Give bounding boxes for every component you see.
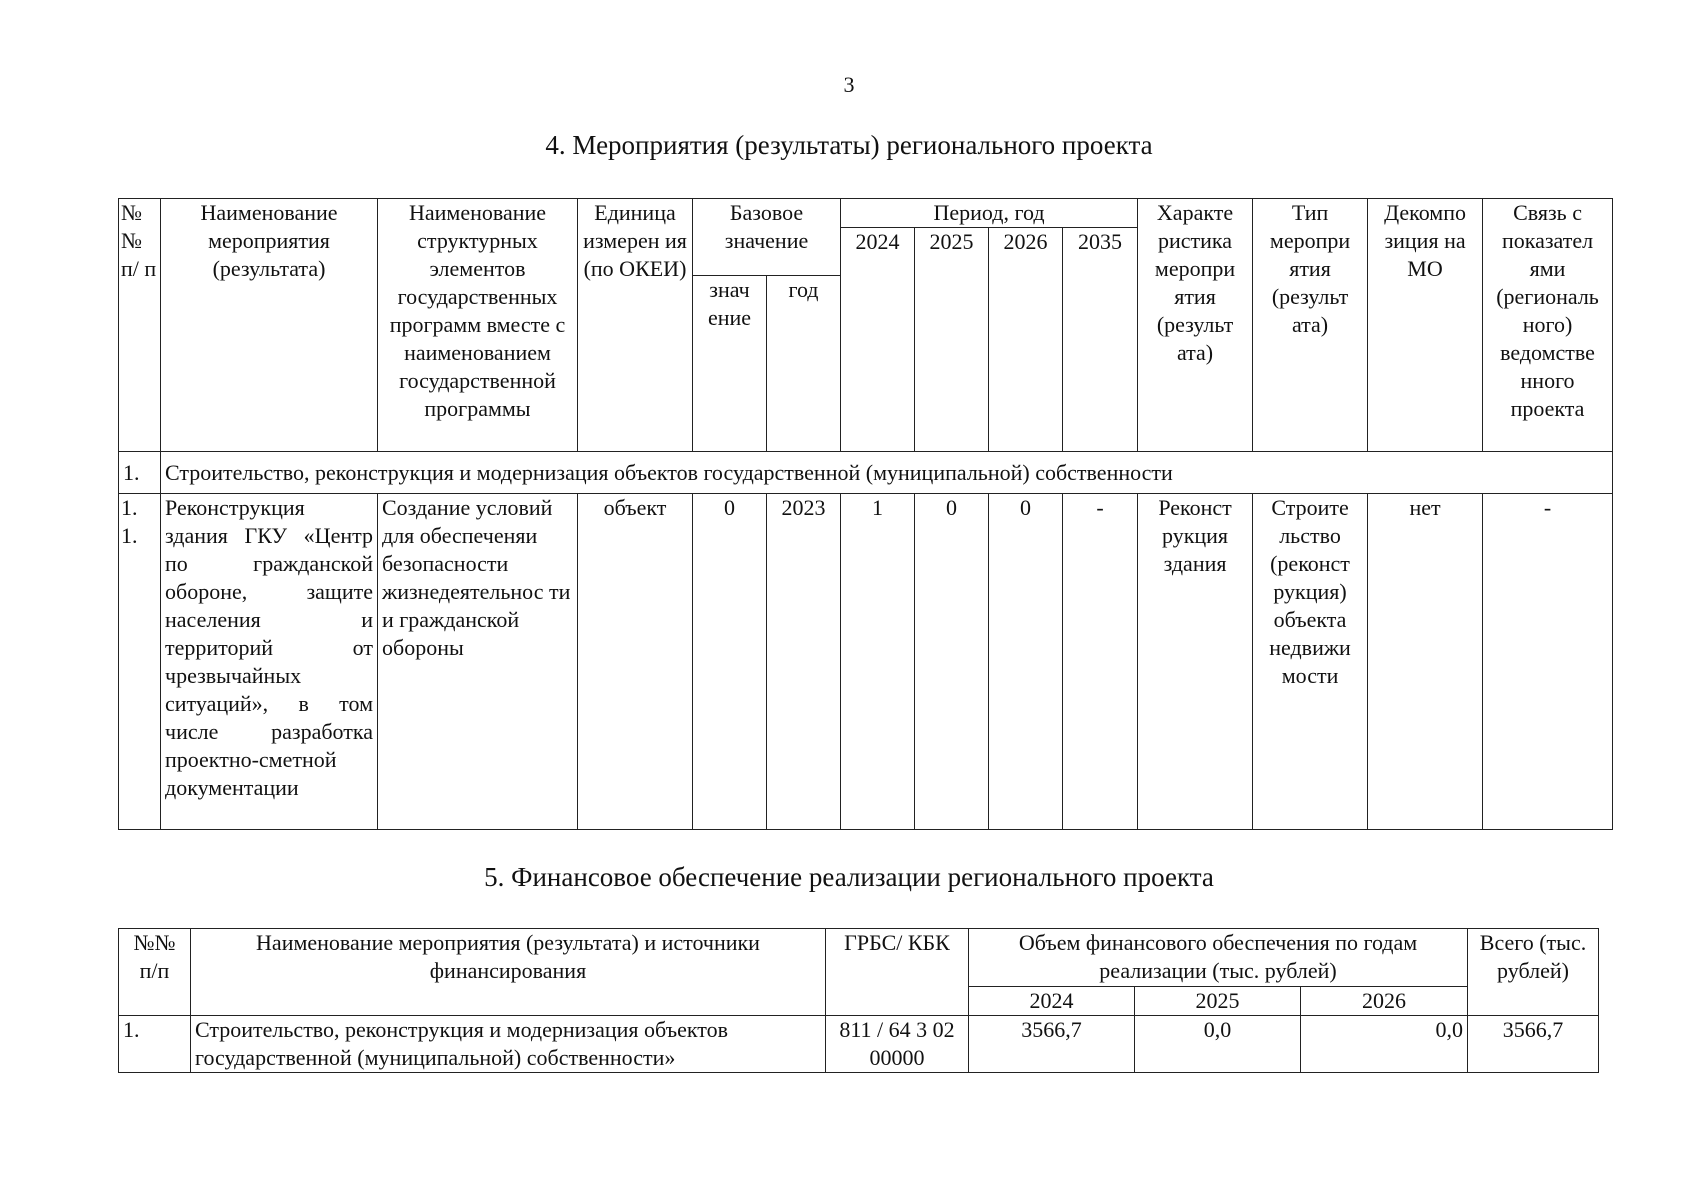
fin-row-2026: 0,0 [1301, 1016, 1468, 1073]
item-row-name: Реконструкция здания ГКУ «Центр по гражданской обороне, защите населения и территорий от чрезвычайных ситуаций», в том числе разработка проектно-сметной документации [161, 494, 378, 830]
header-num: № № п/ п [119, 199, 161, 452]
group-row-title: Строительство, реконструкция и модернизация объектов государственной (муниципальной) собственности [161, 452, 1613, 494]
header-structural-elements: Наименование структурных элементов государственных программ вместе с наименованием государственной программы [378, 199, 578, 452]
header-base-value: Базовое значение [693, 199, 841, 276]
item-row-base-year: 2023 [767, 494, 841, 830]
item-row-type: Строите льство (реконст рукция) объекта недвижи мости [1253, 494, 1368, 830]
group-row-num: 1. [119, 452, 161, 494]
fin-header-volume: Объем финансового обеспечения по годам реализации (тыс. рублей) [969, 929, 1468, 987]
fin-row-2025: 0,0 [1135, 1016, 1301, 1073]
header-year-2035: 2035 [1063, 228, 1138, 452]
fin-header-year-2024: 2024 [969, 987, 1135, 1016]
fin-row-name: Строительство, реконструкция и модернизация объектов государственной (муниципальной) собственности» [191, 1016, 826, 1073]
financing-table [118, 928, 1599, 1073]
header-period: Период, год [841, 199, 1138, 228]
page-number: 3 [843, 72, 855, 97]
fin-header-grbs: ГРБС/ КБК [826, 929, 969, 1016]
header-base-value-value: знач ение [693, 276, 767, 452]
header-activity-name: Наименование мероприятия (результата) [161, 199, 378, 452]
fin-header-num: №№ п/п [119, 929, 191, 1016]
item-row-2025: 0 [915, 494, 989, 830]
fin-header-total: Всего (тыс. рублей) [1468, 929, 1599, 1016]
item-row-2026: 0 [989, 494, 1063, 830]
item-row-link: - [1483, 494, 1613, 830]
header-base-value-year: год [767, 276, 841, 452]
header-characteristic: Характе ристика меропри ятия (результ ата) [1138, 199, 1253, 452]
fin-row-2024: 3566,7 [969, 1016, 1135, 1073]
fin-header-year-2026: 2026 [1301, 987, 1468, 1016]
fin-row-grbs: 811 / 64 3 02 00000 [826, 1016, 969, 1073]
header-year-2025: 2025 [915, 228, 989, 452]
section-4-title: 4. Мероприятия (результаты) регионального проекта [545, 130, 1153, 160]
header-activity-type: Тип меропри ятия (результ ата) [1253, 199, 1368, 452]
item-row-decomposition: нет [1368, 494, 1483, 830]
header-decomposition: Декомпо зиция на МО [1368, 199, 1483, 452]
header-year-2026: 2026 [989, 228, 1063, 452]
item-row-structural-element: Создание условий для обеспеченяи безопасности жизнедеятельнос ти и гражданской обороны [378, 494, 578, 830]
item-row-2035: - [1063, 494, 1138, 830]
header-year-2024: 2024 [841, 228, 915, 452]
section-5-title: 5. Финансовое обеспечение реализации регионального проекта [484, 862, 1214, 892]
activities-table [118, 198, 1613, 830]
fin-header-name: Наименование мероприятия (результата) и источники финансирования [191, 929, 826, 1016]
item-row-2024: 1 [841, 494, 915, 830]
item-row-unit: объект [578, 494, 693, 830]
fin-row-total: 3566,7 [1468, 1016, 1599, 1073]
header-unit: Единица измерен ия (по ОКЕИ) [578, 199, 693, 452]
header-link: Связь с показател ями (региональ ного) ведомстве нного проекта [1483, 199, 1613, 452]
item-row-num: 1. 1. [119, 494, 161, 830]
item-row-base-value: 0 [693, 494, 767, 830]
item-row-characteristic: Реконст рукция здания [1138, 494, 1253, 830]
fin-header-year-2025: 2025 [1135, 987, 1301, 1016]
fin-row-num: 1. [119, 1016, 191, 1073]
